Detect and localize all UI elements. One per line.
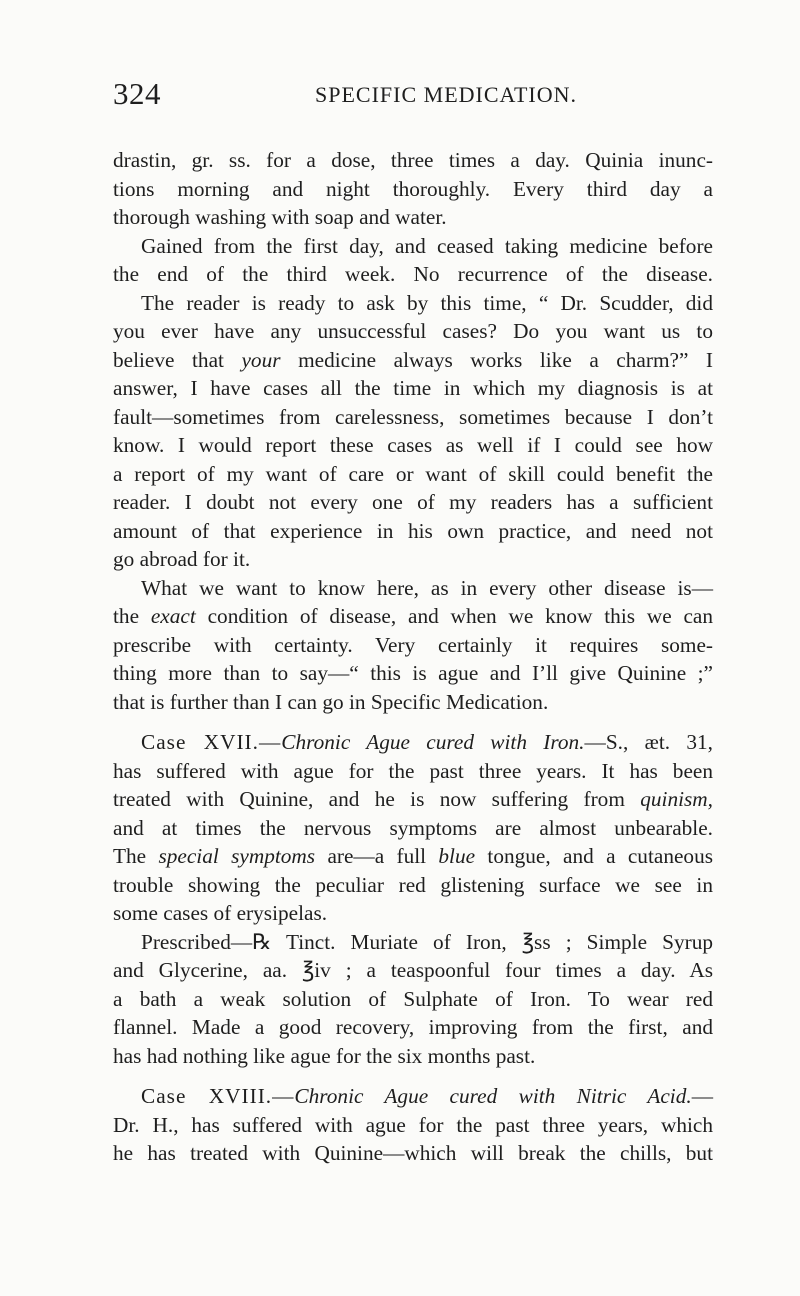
text-run: believe that (113, 347, 224, 372)
text-line: The reader is ready to ask by this time, “ Dr. Scudder, did (141, 290, 713, 315)
running-head (113, 76, 713, 116)
text-line: amount of that experience in his own practice, and need not (113, 518, 713, 543)
italic-run: special symptoms (158, 844, 316, 868)
text-line: has had nothing like ague for the six months past. (113, 1043, 536, 1068)
italic-run: blue (438, 844, 476, 868)
text-line: tions morning and night thoroughly. Every third day a (113, 176, 713, 201)
case-title: Chronic Ague cured with Nitric Acid. (294, 1084, 692, 1108)
text-line: What we want to know here, as in every other disease is— (141, 575, 713, 600)
text-line (113, 346, 713, 375)
text-line: has suffered with ague for the past three years. It has been (113, 758, 713, 783)
italic-run: exact (150, 604, 196, 628)
text-line (113, 785, 713, 814)
italic-run: your (241, 347, 281, 372)
body-text (113, 146, 713, 1168)
text-line: reader. I doubt not every one of my readers has a sufficient (113, 490, 713, 514)
text-line: a report of my want of care or want of skill could benefit the (113, 461, 713, 486)
text-run: —S., æt. 31, (584, 730, 713, 754)
text-line: know. I would report these cases as well if I could see how (113, 433, 713, 457)
text-line: thing more than to say—“ this is ague and I’ll give Quinine ;” (113, 661, 713, 685)
text-line: fault—sometimes from carelessness, sometimes because I don’t (113, 404, 713, 429)
text-line: go abroad for it. (113, 547, 251, 571)
case-number: Case XVIII.— (141, 1084, 295, 1108)
text-line: a bath a weak solution of Sulphate of Iron. To wear red (113, 986, 713, 1011)
text-line: answer, I have cases all the time in which my diagnosis is at (113, 376, 713, 400)
text-line: he has treated with Quinine—which will break the chills, but (113, 1141, 713, 1165)
text-run: are—a full (327, 844, 427, 868)
text-line: and at times the nervous symptoms are almost unbearable. (113, 815, 713, 840)
text-line (113, 602, 713, 631)
text-line: the end of the third week. No recurrence of the disease. (113, 262, 713, 286)
text-line: prescribe with certainty. Very certainly it requires some- (113, 632, 713, 657)
text-run: — (691, 1084, 713, 1108)
case-heading (113, 1082, 713, 1111)
text-line: Dr. H., has suffered with ague for the past three years, which (113, 1112, 713, 1137)
text-run: The (113, 844, 147, 868)
text-run: the (113, 604, 140, 628)
text-line: Gained from the first day, and ceased taking medicine before (141, 233, 713, 258)
text-line: trouble showing the peculiar red glistening surface we see in (113, 872, 713, 897)
text-line: drastin, gr. ss. for a dose, three times a day. Quinia inunc- (113, 148, 713, 172)
case-number: Case XVII.— (141, 730, 282, 754)
text-run: medicine always works like a charm?” I (298, 347, 714, 372)
text-line: and Glycerine, aa. ℥iv ; a teaspoonful four times a day. As (113, 958, 713, 982)
text-line: flannel. Made a good recovery, improving from the first, and (113, 1015, 713, 1039)
text-run: treated with Quinine, and he is now suffering from (113, 787, 625, 811)
case-heading (113, 728, 713, 757)
running-title: SPECIFIC MEDICATION. (315, 82, 578, 107)
text-line (113, 842, 713, 871)
text-line: thorough washing with soap and water. (113, 205, 447, 229)
text-line: some cases of erysipelas. (113, 901, 328, 925)
text-run: condition of disease, and when we know this we can (207, 604, 714, 628)
case-title: Chronic Ague cured with Iron. (281, 730, 585, 754)
italic-run: quinism, (640, 787, 714, 811)
text-line: Prescribed—℞ Tinct. Muriate of Iron, ℥ss ; Simple Syrup (141, 929, 713, 954)
text-line: that is further than I can go in Specific Medication. (113, 689, 549, 714)
page-number: 324 (113, 76, 161, 111)
text-line: you ever have any unsuccessful cases? Do you want us to (113, 319, 713, 343)
text-run: tongue, and a cutaneous (487, 844, 714, 868)
